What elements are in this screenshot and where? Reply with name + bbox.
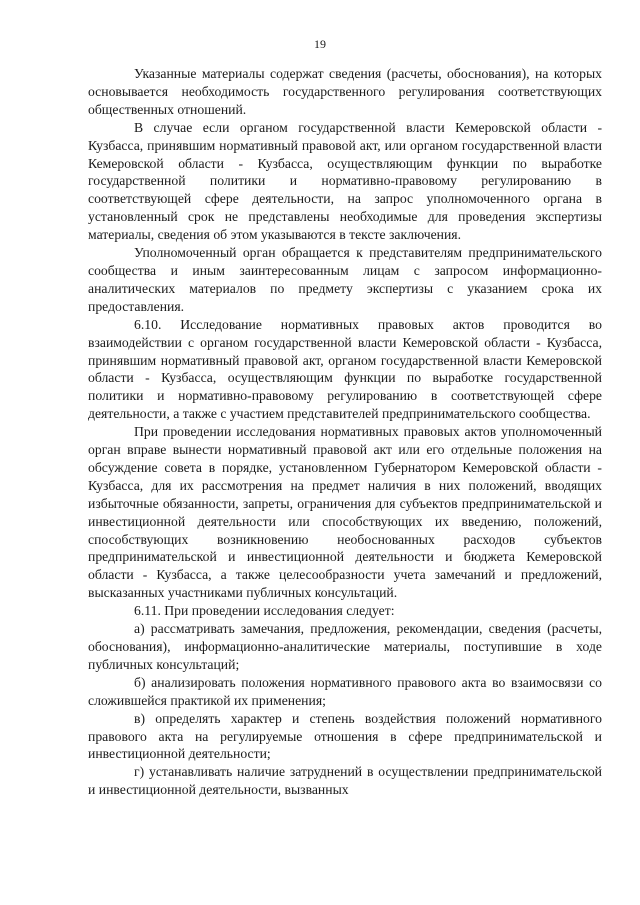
page-number: 19 xyxy=(314,37,326,51)
paragraph: а) рассматривать замечания, предложения, рекомендации, сведения (расчеты, обоснования), информационно-аналитические материалы, поступившие в ходе публичных консультаций; xyxy=(88,621,602,672)
paragraph: Указанные материалы содержат сведения (расчеты, обоснования), на которых основывается необходимость государственного регулирования соответствующих общественных отношений. xyxy=(88,66,602,117)
document-body xyxy=(88,65,602,799)
paragraph: 6.10. Исследование нормативных правовых актов проводится во взаимодействии с органом государственной власти Кемеровской области - Кузбасса, принявшим нормативный правовой акт, органом государственной власти Кемеровской области - Кузбасса, осуществляющим функции по выработке государственной политики и нормативно-правовому регулированию в соответствующей сфере деятельности, а также с участием представителей предпринимательского сообщества. xyxy=(88,316,602,422)
paragraph: г) устанавливать наличие затруднений в осуществлении предпринимательской и инвестиционной деятельности, вызванных xyxy=(88,764,602,798)
paragraph: При проведении исследования нормативных правовых актов уполномоченный орган вправе вынести нормативный правовой акт или его отдельные положения на обсуждение совета в порядке, установленном Губернатором Кемеровской области - Кузбасса, для их рассмотрения на предмет наличия в них положений, вводящих избыточные обязанности, запреты, ограничения для субъектов предпринимательской и инвестиционной деятельности или способствующих их введению, положений, способствующих возникновению необоснованных расходов субъектов предпринимательской и инвестиционной деятельности и бюджета Кемеровской области - Кузбасса, а также целесообразности учета замечаний и предложений, высказанных участниками публичных консультаций. xyxy=(88,424,602,601)
paragraph: В случае если органом государственной власти Кемеровской области - Кузбасса, принявшим нормативный правовой акт, или органом государственной власти Кемеровской области - Кузбасса, осуществляющим функции по выработке государственной политики и нормативно-правовому регулированию в соответствующей сфере деятельности, на запрос уполномоченного органа в установленный срок не представлены необходимые для проведения экспертизы материалы, сведения об этом указываются в тексте заключения. xyxy=(88,119,602,243)
paragraph: в) определять характер и степень воздействия положений нормативного правового акта на регулируемые отношения в сфере предпринимательской и инвестиционной деятельности; xyxy=(88,710,602,762)
paragraph: 6.11. При проведении исследования следует: xyxy=(134,603,395,619)
paragraph: б) анализировать положения нормативного правового акта во взаимосвязи со сложившейся практикой их применения; xyxy=(88,674,602,708)
paragraph: Уполномоченный орган обращается к представителям предпринимательского сообщества и иным заинтересованным лицам с запросом информационно-аналитических материалов по предмету экспертизы с указанием срока их предоставления. xyxy=(88,245,602,314)
